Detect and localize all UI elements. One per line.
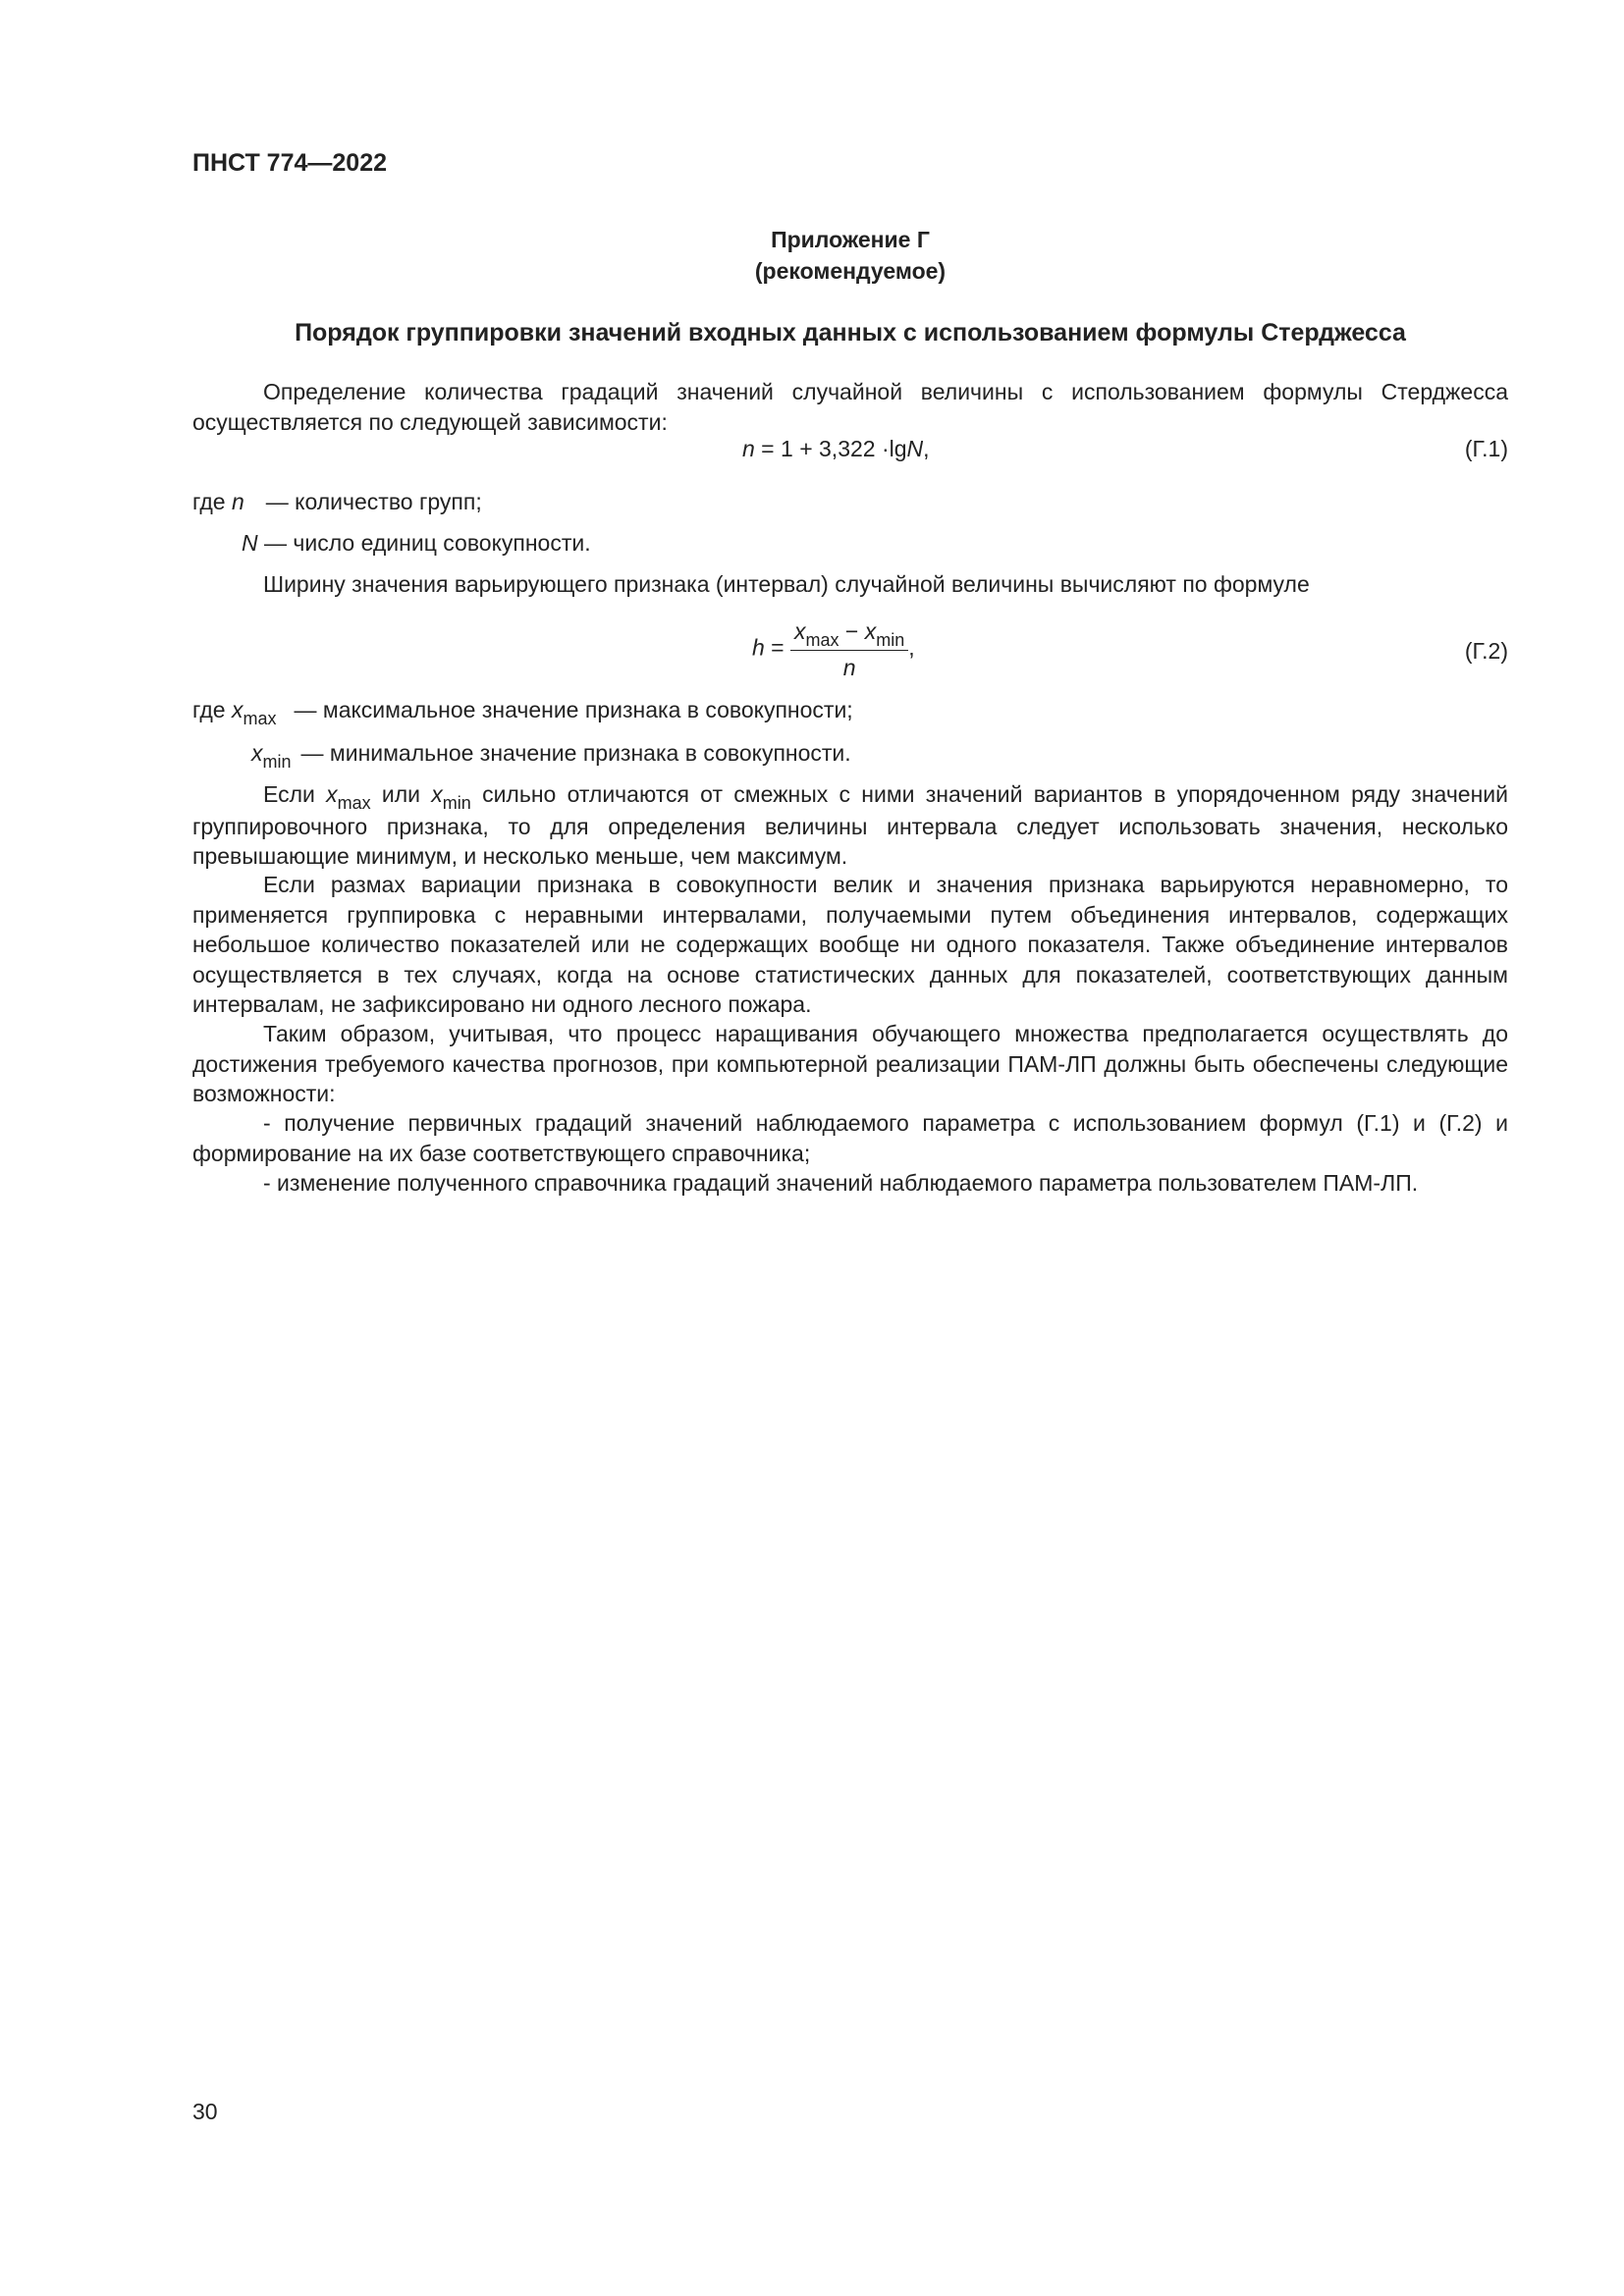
extreme-values-paragraph: Если $x_{max}$ или $x_{min}$ сильно отличаются от смежных с ними значений вариантов в упорядоченном ряду значений группировочного признака, то для определения величины интервала следует использовать значения, несколько превышающие минимум, и несколько меньше, чем максимум. (192, 781, 1508, 869)
formula-g2-number: (Г.2) (1464, 638, 1508, 664)
formula-g2 (192, 616, 1508, 691)
intro-paragraph: Определение количества градаций значений случайной величины с использованием формулы Стерджесса осуществляется по следующей зависимости: (192, 379, 1508, 435)
formula-g1-tail: , (923, 436, 930, 461)
where-desc-N: число единиц совокупности. (293, 530, 591, 556)
page-number: 30 (192, 2099, 218, 2124)
where-var-x: x (231, 697, 244, 722)
where-var-n: n (231, 489, 244, 514)
where-dash: — (265, 489, 289, 514)
section-heading: Порядок группировки значений входных данных с использованием формулы Стерджесса (295, 319, 1406, 347)
where-prefix: где (192, 489, 232, 514)
appendix-type: (рекомендуемое) (754, 258, 947, 284)
formula-g2-expression (752, 616, 915, 682)
formula-g2-fraction (790, 616, 908, 682)
where-n-line (192, 487, 482, 516)
where-N-line (242, 528, 591, 558)
where-var-N: N (242, 530, 258, 556)
formula-g1-rhs: = 1 + 3,322 ·lg (754, 436, 907, 461)
formula-g1-expression (742, 434, 930, 463)
where-desc-n: количество групп; (295, 489, 482, 514)
where-sub-min: min (262, 752, 292, 772)
fraction-numerator: $x_{max} - x_{min}$ (790, 616, 908, 651)
formula-var-N: N (906, 436, 924, 461)
where-var-x: x (251, 740, 263, 766)
document-code: ПНСТ 774—2022 (192, 149, 387, 177)
width-intro-paragraph: Ширину значения варьирующего признака (интервал) случайной величины вычисляют по формуле (263, 571, 1310, 597)
formula-g1 (192, 434, 1508, 463)
appendix-title: Приложение Г (771, 227, 930, 252)
formula-g2-eq: = (764, 634, 791, 661)
formula-var-h: h (752, 634, 765, 661)
fraction-denominator: n (842, 655, 856, 680)
conclusion-paragraph: Таким образом, учитывая, что процесс наращивания обучающего множества предполагается осуществлять до достижения требуемого качества прогнозов, при компьютерной реализации ПАМ-ЛП должны быть обеспечены следующие возможности: (192, 1021, 1508, 1106)
formula-g1-number: (Г.1) (1464, 436, 1508, 461)
unequal-intervals-paragraph: Если размах вариации признака в совокупности велик и значения признака варьируются неравномерно, то применяется группировка с неравными интервалами, получаемыми путем объединения интервалов, содержащих небольшое количество показателей или не содержащих вообще ни одного показателя. Также объединение интервалов осуществляется в тех случаях, когда на основе статистических данных для показателей, соответствующих данным интервалам, не зафиксировано ни одного лесного пожара. (192, 872, 1508, 1017)
where-sub-max: max (243, 709, 277, 728)
formula-g2-tail: , (908, 634, 915, 661)
capability-item-1: - получение первичных градаций значений наблюдаемого параметра с использованием формул (Г.1) и (Г.2) и формирование на их базе соответствующего справочника; (192, 1110, 1508, 1166)
where-dash: — (264, 530, 288, 556)
where-desc-min: минимальное значение признака в совокупности. (329, 740, 851, 766)
where-xmin-line (251, 738, 851, 770)
where-dash: — (294, 697, 317, 722)
where-prefix: где (192, 697, 232, 722)
formula-var-n: n (742, 436, 755, 461)
where-xmax-line (192, 695, 853, 726)
capability-item-2: - изменение полученного справочника градаций значений наблюдаемого параметра пользователем ПАМ-ЛП. (263, 1170, 1419, 1196)
where-dash: — (300, 740, 324, 766)
where-desc-max: максимальное значение признака в совокупности; (322, 697, 853, 722)
